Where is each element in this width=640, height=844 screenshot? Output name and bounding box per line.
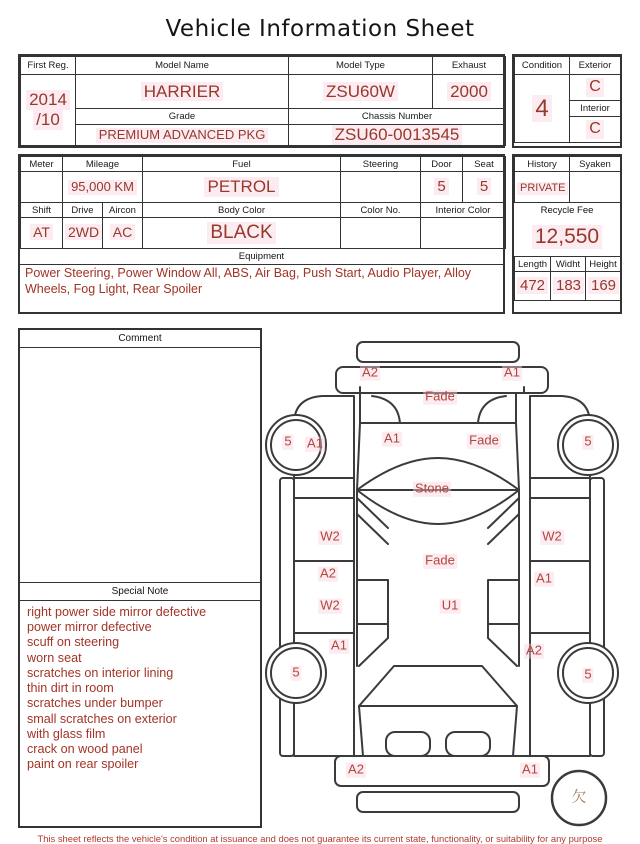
header-block-1 (18, 54, 622, 148)
drive-cell (63, 218, 103, 249)
main-section (18, 328, 622, 828)
shift-label: Shift (21, 203, 63, 218)
roof-sides-shape (357, 491, 519, 666)
damage-mark-roof: Fade (425, 552, 455, 568)
damage-mark-front-left-fender: A1 (307, 435, 323, 451)
length-label: Length (515, 257, 551, 272)
damage-mark-rear-right-door: A1 (536, 570, 552, 586)
chassis-number-label: Chassis Number (289, 109, 506, 125)
table-row (21, 125, 506, 146)
meter-label: Meter (21, 157, 63, 172)
recycle-fee-value: 12,550 (532, 225, 602, 249)
grade-label: Grade (76, 109, 289, 125)
damage-mark-rear-right-wheel: 5 (584, 666, 592, 682)
condition-label: Condition (515, 57, 570, 75)
door-label: Door (421, 157, 463, 172)
aircon-value: AC (110, 224, 135, 240)
steering-label: Steering (341, 157, 421, 172)
interior-color-cell (421, 218, 506, 249)
model-name-label: Model Name (76, 57, 289, 75)
shift-value: AT (30, 224, 53, 240)
length-value: 472 (517, 277, 548, 294)
door-cell (421, 172, 463, 203)
c-pillar-slants (359, 624, 517, 666)
front-garnish-shape (357, 342, 519, 362)
table-row (21, 109, 506, 125)
exterior-label: Exterior (570, 57, 621, 75)
damage-mark-windshield: Stone (415, 480, 449, 496)
fuel-value: PETROL (204, 177, 278, 197)
right-panels-shape (530, 478, 590, 756)
history-fee-table (512, 154, 622, 314)
grade-score-table (514, 56, 621, 143)
height-label: Height (586, 257, 621, 272)
body-color-label: Body Color (143, 203, 341, 218)
note-line: scuff on steering (27, 635, 120, 650)
model-type-label: Model Type (289, 57, 433, 75)
table-row (21, 157, 506, 172)
mileage-cell (63, 172, 143, 203)
interior-value: C (586, 120, 604, 138)
dimensions-table (514, 256, 621, 301)
damage-mark-hood-left: A1 (384, 430, 400, 446)
aircon-cell (103, 218, 143, 249)
table-row (21, 218, 506, 249)
damage-mark-front-right-door: W2 (542, 528, 562, 544)
door-value: 5 (434, 178, 448, 195)
damage-mark-rear-left-door: W2 (320, 597, 340, 613)
left-taillight-shape (386, 732, 430, 756)
note-line: paint on rear spoiler (27, 757, 139, 772)
damage-mark-front-right-wheel: 5 (584, 433, 592, 449)
steering-cell (341, 172, 421, 203)
mileage-label: Mileage (63, 157, 143, 172)
table-row (515, 257, 621, 272)
spec-table-bottom (20, 202, 506, 249)
table-row (515, 272, 621, 301)
body-color-cell (143, 218, 341, 249)
tailgate-shape (359, 706, 517, 756)
damage-mark-hood-right: Fade (469, 432, 499, 448)
aircon-label: Aircon (103, 203, 143, 218)
condition-cell (515, 75, 570, 143)
note-line: worn seat (27, 650, 82, 665)
spec-table (18, 154, 505, 314)
drive-value: 2WD (65, 224, 102, 240)
grade-cell (76, 125, 289, 146)
table-row (21, 75, 506, 109)
model-name-cell (76, 75, 289, 109)
seat-cell (463, 172, 506, 203)
missing-part-mark: 欠 (571, 788, 587, 806)
disclaimer-text: This sheet reflects the vehicle's condition at issuance and does not guarantee its current state, functionality, or suitability for any purpose (37, 833, 603, 844)
recycle-fee-cell (514, 217, 620, 257)
left-panels-shape (294, 478, 354, 756)
note-line: power mirror defective (27, 620, 152, 635)
body-color-value: BLACK (207, 222, 275, 244)
vehicle-identity-table (18, 54, 505, 148)
left-sill-shape (280, 478, 294, 756)
syaken-label: Syaken (570, 157, 621, 172)
interior-label: Interior (570, 101, 621, 117)
exterior-cell (570, 75, 621, 101)
note-line: crack on wood panel (27, 742, 143, 757)
table-row (515, 172, 621, 203)
rear-bumper-shape (335, 756, 549, 786)
width-label: Widht (551, 257, 586, 272)
condition-value: 4 (532, 95, 551, 123)
note-line: scratches under bumper (27, 696, 163, 711)
chassis-number-cell (289, 125, 506, 146)
equipment-value: Power Steering, Power Window All, ABS, Air Bag, Push Start, Audio Player, Alloy Wheels, Fog Light, Rear Spoiler (25, 266, 472, 296)
recycle-fee-label: Recycle Fee (514, 202, 620, 218)
special-note-list (20, 601, 260, 826)
note-line: thin dirt in room (27, 681, 114, 696)
damage-mark-rear-bumper-left: A2 (348, 761, 364, 777)
first-reg-label: First Reg. (21, 57, 76, 75)
damage-mark-front-panel: Fade (425, 388, 455, 404)
first-reg-value-year: 2014 (26, 90, 70, 110)
rear-garnish-shape (357, 792, 519, 812)
damage-mark-rear-left-wheel: 5 (292, 664, 300, 680)
identity-table (20, 56, 506, 146)
note-line: scratches on interior lining (27, 665, 174, 680)
equipment-label: Equipment (20, 248, 503, 265)
damage-mark-rear-bumper-right: A1 (522, 761, 538, 777)
model-name-value: HARRIER (141, 82, 224, 102)
damage-mark-rear-right-fender: A2 (526, 642, 542, 658)
interior-color-label: Interior Color (421, 203, 506, 218)
exhaust-label: Exhaust (433, 57, 506, 75)
quarter-window-notches (357, 580, 519, 624)
exhaust-cell (433, 75, 506, 109)
right-taillight-shape (446, 732, 490, 756)
height-value: 169 (588, 277, 619, 294)
damage-mark-front-bumper-right: A1 (504, 364, 520, 380)
seat-value: 5 (477, 178, 491, 195)
model-type-value: ZSU60W (323, 82, 398, 102)
damage-mark-rear-left-fender: A1 (331, 637, 347, 653)
special-note-label: Special Note (20, 582, 260, 601)
model-type-cell (289, 75, 433, 109)
comment-label: Comment (20, 330, 260, 348)
width-value: 183 (553, 277, 584, 294)
damage-mark-rear-left-door-upper: A2 (320, 565, 336, 581)
syaken-cell (570, 172, 621, 203)
height-cell (586, 272, 621, 301)
spec-table-top (20, 156, 506, 203)
table-row (515, 75, 621, 101)
fuel-label: Fuel (143, 157, 341, 172)
history-cell (515, 172, 570, 203)
first-reg-value-month: /10 (33, 110, 63, 130)
table-row (21, 172, 506, 203)
history-value: PRIVATE (517, 182, 568, 195)
history-label: History (515, 157, 570, 172)
meter-cell (21, 172, 63, 203)
width-cell (551, 272, 586, 301)
damage-mark-front-left-door: W2 (320, 528, 340, 544)
page-title: Vehicle Information Sheet (165, 16, 475, 42)
table-row (515, 157, 621, 172)
length-cell (515, 272, 551, 301)
condition-table (512, 54, 622, 148)
damage-mark-front-left-wheel: 5 (284, 433, 292, 449)
mileage-value: 95,000 KM (68, 180, 137, 195)
car-damage-diagram (262, 328, 622, 828)
b-pillar-slants (357, 498, 519, 544)
table-row (21, 203, 506, 218)
interior-cell (570, 117, 621, 143)
chassis-number-value: ZSU60-0013545 (332, 125, 463, 145)
damage-mark-rear-gate: U1 (441, 597, 459, 613)
comment-box (18, 328, 262, 828)
note-line: small scratches on exterior (27, 711, 177, 726)
table-row (21, 57, 506, 75)
grade-value: PREMIUM ADVANCED PKG (96, 128, 269, 143)
car-outline (266, 342, 618, 825)
rear-window-shape (359, 666, 517, 706)
history-table (514, 156, 621, 203)
drive-label: Drive (63, 203, 103, 218)
seat-label: Seat (463, 157, 506, 172)
table-row (515, 57, 621, 75)
color-no-label: Color No. (341, 203, 421, 218)
right-sill-shape (590, 478, 604, 756)
note-line: with glass film (27, 726, 106, 741)
exhaust-value: 2000 (447, 82, 491, 102)
damage-mark-front-bumper-left: A2 (362, 364, 378, 380)
color-no-cell (341, 218, 421, 249)
fuel-cell (143, 172, 341, 203)
exterior-value: C (586, 78, 604, 96)
shift-cell (21, 218, 63, 249)
comment-value (20, 348, 260, 582)
first-reg-cell (21, 75, 76, 146)
note-line: right power side mirror defective (27, 605, 207, 619)
header-block-2 (18, 154, 622, 314)
